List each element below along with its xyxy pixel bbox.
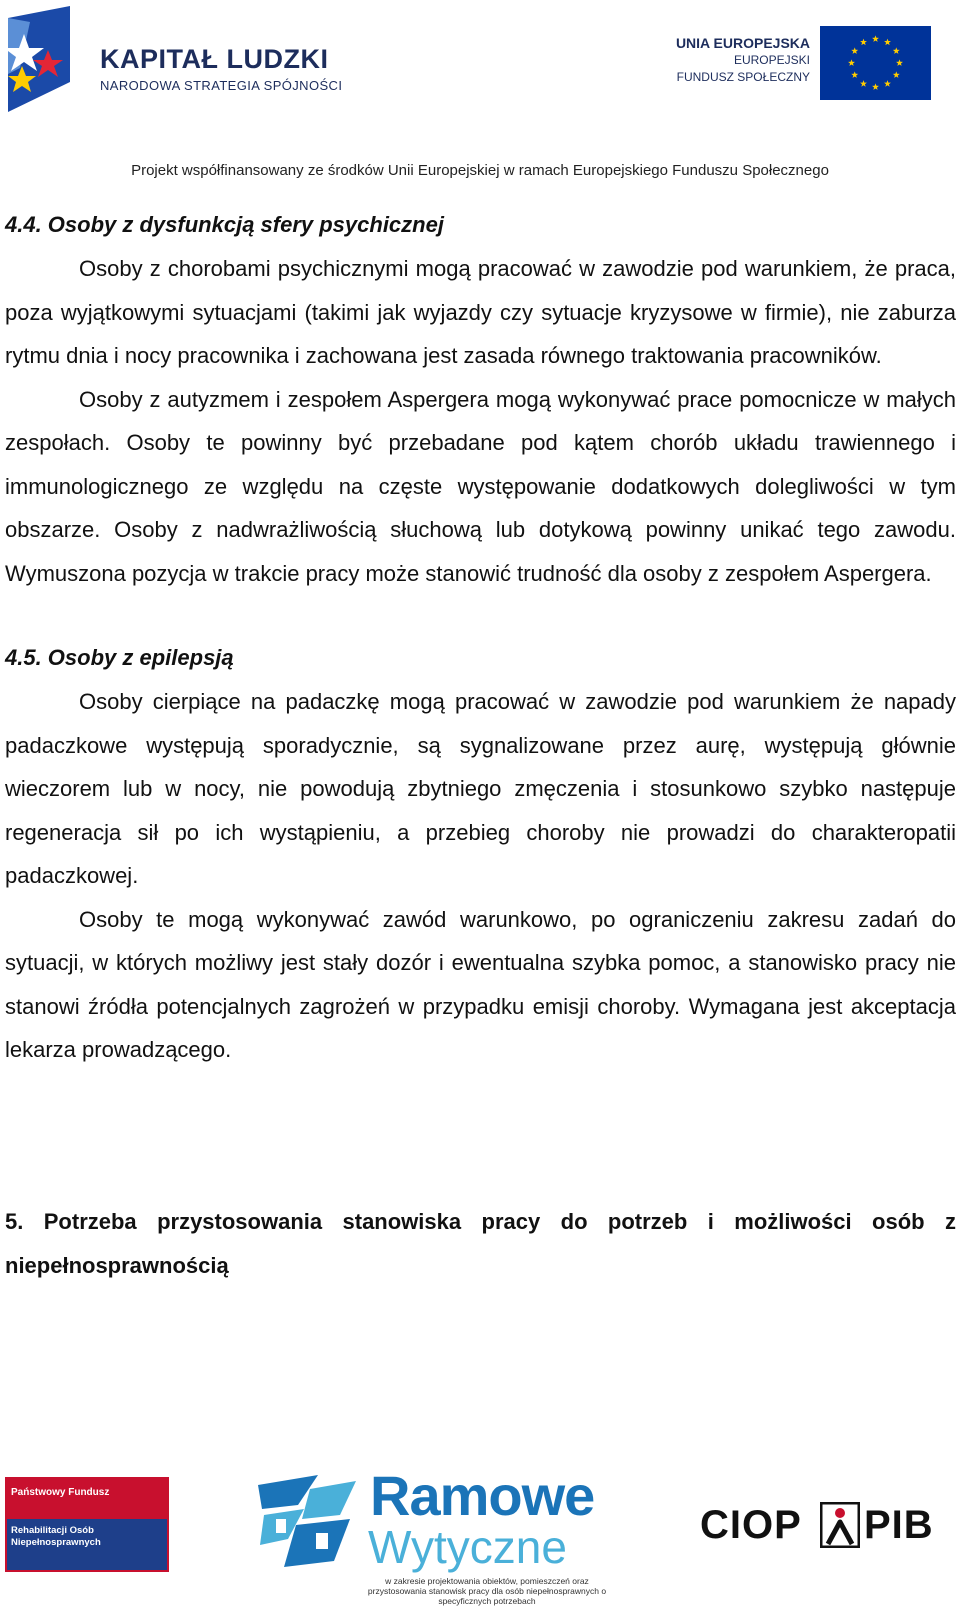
document-body: [5, 203, 956, 1288]
section-4-5-heading: 4.5. Osoby z epilepsją: [5, 645, 234, 670]
cofinancing-note: Projekt współfinansowany ze środków Unii Europejskiej w ramach Europejskiego Funduszu Społecznego: [131, 162, 829, 179]
ramowe-title: Ramowe: [370, 1464, 595, 1527]
section-4-5-paragraph-1: Osoby cierpiące na padaczkę mogą pracować w zawodzie pod warunkiem że napady padaczkowe występują sporadycznie, są sygnalizowane przez aurę, występują głównie wieczorem lub w nocy, nie powodują zbytniego zmęczenia i stosunkowo szybko następuje regeneracja sił po ich wystąpieniu, a przebieg choroby nie prowadzi do charakteropatii padaczkowej.: [5, 689, 956, 888]
kapital-ludzki-subtitle: NARODOWA STRATEGIA SPÓJNOŚCI: [100, 78, 343, 93]
eu-label: [620, 34, 810, 86]
eu-line-2: EUROPEJSKI: [733, 53, 810, 67]
eu-line-3: FUNDUSZ SPOŁECZNY: [676, 70, 810, 84]
pib-label: PIB: [864, 1503, 934, 1547]
section-5-heading: 5. Potrzeba przystosowania stanowiska pracy do potrzeb i możliwości osób z niepełnosprawnością: [5, 1208, 956, 1278]
eu-flag-icon: [820, 26, 931, 100]
pfron-line-1: Państwowy Fundusz: [11, 1487, 110, 1498]
person-icon: [820, 1502, 860, 1548]
ciop-pib-logo: [700, 1500, 956, 1550]
pfron-line-2: Rehabilitacji Osób Niepełnosprawnych: [11, 1525, 101, 1548]
kapital-ludzki-title: KAPITAŁ LUDZKI: [100, 44, 329, 74]
wytyczne-subtitle: Wytyczne: [368, 1521, 567, 1573]
ramowe-description: w zakresie projektowania obiektów, pomieszczeń oraz przystosowania stanowisk pracy dla osób niepełnosprawnych o specyficznych potrzebach: [367, 1576, 607, 1606]
section-4-4-heading: 4.4. Osoby z dysfunkcją sfery psychicznej: [5, 212, 444, 237]
pfron-logo: [5, 1477, 169, 1572]
ciop-label: CIOP: [700, 1503, 802, 1547]
section-4-4-paragraph-2: Osoby z autyzmem i zespołem Aspergera mogą wykonywać prace pomocnicze w małych zespołach. Osoby te powinny być przebadane pod kątem chorób układu trawiennego i immunologicznego ze względu na częste występowanie dodatkowych dolegliwości w tym obszarze. Osoby z nadwrażliwością słuchową lub dotykową powinny unikać tego zawodu. Wymuszona pozycja w trakcie pracy może stanowić trudność dla osoby z zespołem Aspergera.: [5, 386, 956, 586]
eu-line-1: UNIA EUROPEJSKA: [675, 35, 810, 51]
section-4-4-paragraph-1: Osoby z chorobami psychicznymi mogą pracować w zawodzie pod warunkiem, że praca, poza wyjątkowymi sytuacjami (takimi jak wyjazdy czy sytuacje kryzysowe w firmie), nie zaburza rytmu dnia i nocy pracownika i zachowana jest zasada równego traktowania pracowników.: [5, 256, 956, 368]
section-4-5-paragraph-2: Osoby te mogą wykonywać zawód warunkowo, po ograniczeniu zakresu zadań do sytuacji, w których możliwy jest stały dozór i ewentualna szybka pomoc, a stanowisko pracy nie stanowi źródła potencjalnych zagrożeń w przypadku emisji choroby. Wymagana jest akceptacja lekarza prowadzącego.: [5, 906, 956, 1062]
ramowe-wytyczne-mark-icon: [258, 1475, 358, 1567]
